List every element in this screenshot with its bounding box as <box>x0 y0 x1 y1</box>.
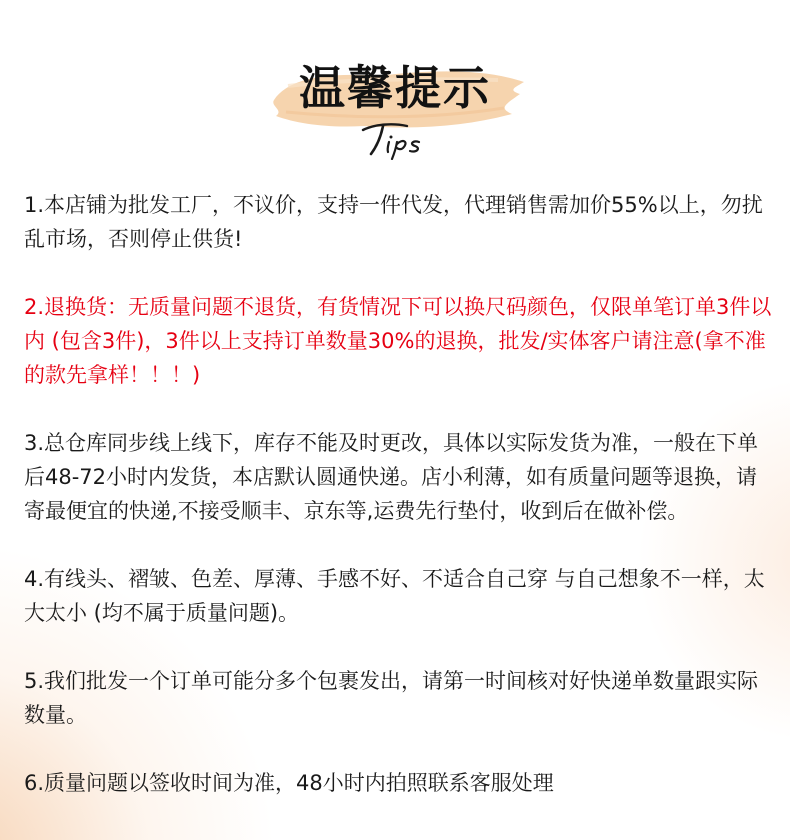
tip-item-4: 4.有线头、褶皱、色差、厚薄、手感不好、不适合自己穿 与自己想象不一样，太大太小 (均不属于质量问题)。 <box>24 567 765 625</box>
page-title: 温馨提示 <box>299 61 491 115</box>
tip-item-5: 5.我们批发一个订单可能分多个包裹发出，请第一时间核对好快递单数量跟实际数量。 <box>24 669 759 727</box>
tip-item-1: 1.本店铺为批发工厂，不议价，支持一件代发，代理销售需加价55%以上，勿扰乱市场，否则停止供货! <box>24 193 763 251</box>
tip-item-6: 6.质量问题以签收时间为准，48小时内拍照联系客服处理 <box>24 771 554 795</box>
tips-list <box>24 188 772 834</box>
tip-item-2-return-policy: 2.退换货：无质量问题不退货，有货情况下可以换尺码颜色，仅限单笔订单3件以内 (包含3件)，3件以上支持订单数量30%的退换，批发/实体客户请注意(拿不准的款先拿样！！！) <box>24 295 772 387</box>
tip-item-3: 3.总仓库同步线上线下，库存不能及时更改，具体以实际发货为准，一般在下单后48-72小时内发货，本店默认圆通快递。店小利薄，如有质量问题等退换，请寄最便宜的快递,不接受顺丰、京东等,运费先行垫付，收到后在做补偿。 <box>24 431 759 523</box>
header <box>0 0 790 170</box>
tips-script-logo <box>355 118 435 160</box>
